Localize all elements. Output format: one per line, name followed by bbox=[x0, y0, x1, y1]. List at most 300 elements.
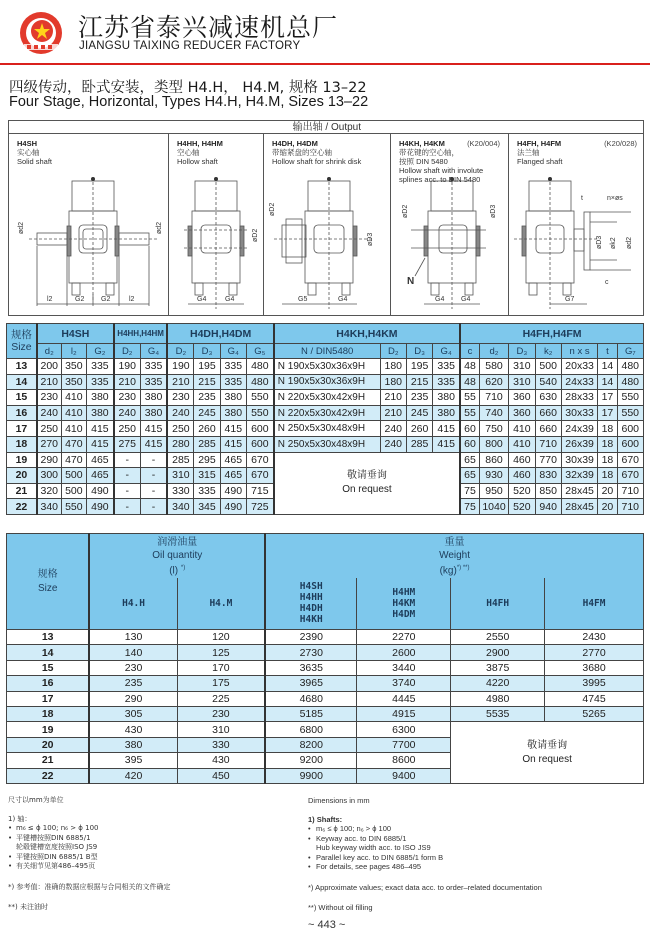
table-cell: 230 bbox=[167, 390, 193, 406]
table-cell: 195 bbox=[406, 359, 432, 375]
column-header-h4fh: G₇ bbox=[617, 344, 643, 359]
table-cell: 480 bbox=[617, 374, 643, 390]
table-cell: 3680 bbox=[545, 660, 644, 675]
panel-caption: H4HH, H4HM 空心轴 Hollow shaft bbox=[177, 139, 223, 166]
table-cell: 210 bbox=[167, 374, 193, 390]
table-cell: 710 bbox=[617, 483, 643, 499]
table-row bbox=[7, 645, 644, 660]
table-cell: 32x39 bbox=[561, 468, 597, 484]
output-shaft-diagrams bbox=[8, 120, 644, 316]
table-cell: 22 bbox=[7, 499, 37, 515]
table-cell: 600 bbox=[246, 421, 273, 437]
table-cell: 210 bbox=[114, 374, 140, 390]
table-cell: 24x33 bbox=[561, 374, 597, 390]
table-cell: 200 bbox=[37, 359, 61, 375]
table-cell: 490 bbox=[86, 483, 113, 499]
table-cell: 305 bbox=[89, 706, 177, 721]
table-cell: 280 bbox=[167, 436, 193, 452]
dim-label: øD2 bbox=[269, 202, 276, 216]
table-cell: 9900 bbox=[265, 768, 357, 783]
dim-label: n×øs bbox=[607, 195, 623, 202]
table-cell: N 220x5x30x42x9H bbox=[274, 390, 380, 406]
table-row bbox=[7, 390, 644, 406]
table-cell: 210 bbox=[380, 405, 406, 421]
table-cell: 350 bbox=[61, 374, 86, 390]
dimensions-table bbox=[6, 323, 644, 515]
table-cell: 410 bbox=[509, 421, 535, 437]
diagram-panel-h4hh bbox=[169, 134, 264, 316]
column-header-h4sh: d₂ bbox=[37, 344, 61, 359]
table-cell: 22 bbox=[7, 768, 90, 783]
table-cell: 800 bbox=[479, 436, 508, 452]
table-cell: 30x33 bbox=[561, 405, 597, 421]
company-name-cn: 江苏省泰兴减速机总厂 bbox=[78, 13, 339, 42]
table-cell: 15 bbox=[7, 390, 37, 406]
table-cell: 17 bbox=[598, 390, 617, 406]
table-cell: 9200 bbox=[265, 753, 357, 768]
table-cell: 260 bbox=[194, 421, 220, 437]
table-cell: N 190x5x30x36x9H bbox=[274, 359, 380, 375]
table-cell: 2770 bbox=[545, 645, 644, 660]
table-cell: 670 bbox=[617, 468, 643, 484]
table-cell: 240 bbox=[114, 405, 140, 421]
size-header: 规格 Size bbox=[7, 534, 90, 630]
table-cell: 670 bbox=[246, 452, 273, 468]
table-cell: 335 bbox=[194, 483, 220, 499]
table-cell: 3635 bbox=[265, 660, 357, 675]
table-cell: 415 bbox=[140, 436, 167, 452]
dim-label: c bbox=[605, 279, 609, 286]
column-header-h4fh: D₃ bbox=[509, 344, 535, 359]
table-cell: 950 bbox=[479, 483, 508, 499]
panel-caption: H4SH 实心轴 Solid shaft bbox=[17, 139, 53, 166]
table-cell: 345 bbox=[194, 499, 220, 515]
dim-label: ød2 bbox=[626, 236, 633, 249]
table-cell: 16 bbox=[7, 676, 90, 691]
group-header-h4dh: H4DH,H4DM bbox=[167, 324, 273, 344]
table-cell: 335 bbox=[220, 374, 246, 390]
table-cell: - bbox=[140, 452, 167, 468]
table-cell: 420 bbox=[89, 768, 177, 783]
table-cell: N 250x5x30x48x9H bbox=[274, 421, 380, 437]
table-cell: 18 bbox=[598, 452, 617, 468]
diagram-panel-h4kh bbox=[391, 134, 509, 316]
table-cell: 340 bbox=[167, 499, 193, 515]
column-header-h4kh: D₃ bbox=[406, 344, 432, 359]
dim-label: G4 bbox=[225, 296, 235, 303]
table-cell: 180 bbox=[380, 374, 406, 390]
table-cell: 260 bbox=[406, 421, 432, 437]
table-cell: 210 bbox=[37, 374, 61, 390]
table-row bbox=[7, 706, 644, 721]
weight-col-h4hm-group: H4HM H4KM H4DM bbox=[357, 578, 451, 630]
table-row bbox=[7, 630, 644, 645]
table-cell: 380 bbox=[140, 390, 167, 406]
table-cell: 410 bbox=[61, 390, 86, 406]
table-cell: 2430 bbox=[545, 630, 644, 645]
table-cell: 600 bbox=[617, 436, 643, 452]
table-cell: 6300 bbox=[357, 722, 451, 737]
table-cell: 275 bbox=[114, 436, 140, 452]
table-cell: N 250x5x30x48x9H bbox=[274, 436, 380, 452]
table-cell: 4220 bbox=[451, 676, 545, 691]
table-cell: 125 bbox=[177, 645, 265, 660]
table-cell: 465 bbox=[220, 468, 246, 484]
table-cell: 380 bbox=[89, 737, 177, 752]
table-cell: 380 bbox=[433, 390, 460, 406]
table-cell: 285 bbox=[406, 436, 432, 452]
table-cell: 360 bbox=[509, 405, 535, 421]
group-header-h4sh: H4SH bbox=[37, 324, 114, 344]
table-cell: 350 bbox=[61, 359, 86, 375]
table-cell: 520 bbox=[509, 499, 535, 515]
table-cell: 285 bbox=[194, 436, 220, 452]
table-cell: 14 bbox=[598, 359, 617, 375]
table-cell: 850 bbox=[535, 483, 561, 499]
table-cell: 26x39 bbox=[561, 436, 597, 452]
table-cell: 465 bbox=[86, 452, 113, 468]
column-header-h4dh: D₃ bbox=[194, 344, 220, 359]
table-cell: 670 bbox=[246, 468, 273, 484]
table-cell: 250 bbox=[167, 421, 193, 437]
dim-label: øD3 bbox=[490, 204, 497, 218]
table-cell: 230 bbox=[177, 706, 265, 721]
table-cell: 2390 bbox=[265, 630, 357, 645]
dim-label: G4 bbox=[461, 296, 471, 303]
table-cell: 335 bbox=[433, 359, 460, 375]
table-cell: 3965 bbox=[265, 676, 357, 691]
table-cell: 460 bbox=[509, 452, 535, 468]
table-cell: 18 bbox=[7, 706, 90, 721]
table-cell: 55 bbox=[460, 390, 479, 406]
table-cell: 30x39 bbox=[561, 452, 597, 468]
table-row bbox=[7, 722, 644, 737]
table-cell: 20 bbox=[598, 483, 617, 499]
table-cell: 410 bbox=[509, 436, 535, 452]
table-cell: 460 bbox=[509, 468, 535, 484]
table-cell: 4980 bbox=[451, 691, 545, 706]
table-row bbox=[7, 405, 644, 421]
table-cell: 230 bbox=[114, 390, 140, 406]
table-cell: 335 bbox=[140, 374, 167, 390]
table-cell: 480 bbox=[246, 359, 273, 375]
column-header-h4fh: t bbox=[598, 344, 617, 359]
table-cell: 7700 bbox=[357, 737, 451, 752]
table-cell: 2730 bbox=[265, 645, 357, 660]
table-cell: 380 bbox=[86, 390, 113, 406]
column-header-h4dh: D₂ bbox=[167, 344, 193, 359]
dim-label: øD3 bbox=[596, 235, 603, 249]
table-cell: 190 bbox=[167, 359, 193, 375]
dim-label: t bbox=[581, 195, 583, 202]
table-cell: 340 bbox=[37, 499, 61, 515]
table-cell: 580 bbox=[479, 359, 508, 375]
table-cell: 310 bbox=[177, 722, 265, 737]
drawing-ref: (K20/004) bbox=[467, 139, 500, 148]
table-cell: 5535 bbox=[451, 706, 545, 721]
table-cell: 470 bbox=[61, 436, 86, 452]
table-cell: 725 bbox=[246, 499, 273, 515]
table-cell: 120 bbox=[177, 630, 265, 645]
table-row bbox=[7, 660, 644, 675]
table-cell: - bbox=[140, 468, 167, 484]
spline-n-label: N bbox=[407, 276, 415, 287]
weight-col-h4fh: H4FH bbox=[451, 578, 545, 630]
table-row bbox=[7, 676, 644, 691]
table-cell: 490 bbox=[220, 483, 246, 499]
table-cell: 450 bbox=[177, 768, 265, 783]
table-cell: 28x45 bbox=[561, 499, 597, 515]
table-cell: 48 bbox=[460, 374, 479, 390]
diagram-panel-h4dh bbox=[264, 134, 391, 316]
panel-caption: H4FH, H4FM 法兰轴 Flanged shaft bbox=[517, 139, 563, 166]
table-cell: 310 bbox=[509, 359, 535, 375]
table-cell: 18 bbox=[598, 421, 617, 437]
table-cell: N 220x5x30x42x9H bbox=[274, 405, 380, 421]
dim-label: l2 bbox=[47, 296, 53, 303]
table-cell: 415 bbox=[140, 421, 167, 437]
table-cell: 3440 bbox=[357, 660, 451, 675]
table-cell: 395 bbox=[89, 753, 177, 768]
table-cell: 540 bbox=[535, 374, 561, 390]
table-cell: 380 bbox=[140, 405, 167, 421]
table-cell: 9400 bbox=[357, 768, 451, 783]
header-divider bbox=[0, 63, 650, 65]
weight-col-h4fm: H4FM bbox=[545, 578, 644, 630]
table-cell: 500 bbox=[61, 468, 86, 484]
table-cell: N 190x5x30x36x9H bbox=[274, 374, 380, 390]
table-cell: 335 bbox=[220, 359, 246, 375]
dim-label: G4 bbox=[435, 296, 445, 303]
dim-label: G5 bbox=[298, 296, 308, 303]
table-cell: 75 bbox=[460, 483, 479, 499]
table-cell: 16 bbox=[7, 405, 37, 421]
table-cell: 19 bbox=[7, 452, 37, 468]
table-cell: 17 bbox=[598, 405, 617, 421]
table-cell: 335 bbox=[86, 374, 113, 390]
table-cell: 1040 bbox=[479, 499, 508, 515]
table-cell: 415 bbox=[220, 421, 246, 437]
table-cell: 55 bbox=[460, 405, 479, 421]
table-cell: 660 bbox=[535, 421, 561, 437]
table-cell: 4915 bbox=[357, 706, 451, 721]
table-cell: 310 bbox=[167, 468, 193, 484]
table-cell: 28x33 bbox=[561, 390, 597, 406]
table-cell: 430 bbox=[177, 753, 265, 768]
table-cell: 710 bbox=[479, 390, 508, 406]
table-cell: 3995 bbox=[545, 676, 644, 691]
table-cell: 550 bbox=[617, 405, 643, 421]
table-cell: - bbox=[140, 499, 167, 515]
oil-col-h4h: H4.H bbox=[89, 578, 177, 630]
table-cell: 4745 bbox=[545, 691, 644, 706]
column-header-h4hh: G₄ bbox=[140, 344, 167, 359]
footnotes-en: Dimensions in mm 1) Shafts: • m₆ ≤ ϕ 100; n₆ > ϕ 100 • Keyway acc. to DIN 6885/1 Hub keyway width acc. to ISO JS9 • Parallel key acc. to DIN 6885/1 form B • For details, see pages 486–495 *) Approximate values; exact data acc. to order–related documentation **) Without oil filling bbox=[308, 796, 542, 913]
table-cell: 2550 bbox=[451, 630, 545, 645]
table-cell: 8200 bbox=[265, 737, 357, 752]
weight-col-h4sh-group: H4SH H4HH H4DH H4KH bbox=[265, 578, 357, 630]
table-cell: 18 bbox=[598, 436, 617, 452]
table-cell: 500 bbox=[535, 359, 561, 375]
table-cell: 550 bbox=[246, 405, 273, 421]
diagram-panel-h4fh bbox=[509, 134, 645, 316]
dim-label: G4 bbox=[197, 296, 207, 303]
table-cell: 620 bbox=[479, 374, 508, 390]
dim-label: G2 bbox=[75, 296, 85, 303]
table-cell: 2900 bbox=[451, 645, 545, 660]
table-cell: 60 bbox=[460, 436, 479, 452]
table-cell: 28x45 bbox=[561, 483, 597, 499]
table-cell: 18 bbox=[598, 468, 617, 484]
table-cell: 230 bbox=[89, 660, 177, 675]
table-cell: 140 bbox=[89, 645, 177, 660]
table-cell: 335 bbox=[433, 374, 460, 390]
table-cell: 380 bbox=[220, 405, 246, 421]
table-cell: 710 bbox=[535, 436, 561, 452]
on-request-cell: 敬请垂询 On request bbox=[274, 452, 460, 514]
table-cell: 3875 bbox=[451, 660, 545, 675]
oil-quantity-header: 润滑油量 Oil quantity (l) *) bbox=[89, 534, 265, 578]
column-header-h4dh: G₄ bbox=[220, 344, 246, 359]
column-header-h4fh: d₂ bbox=[479, 344, 508, 359]
table-cell: 740 bbox=[479, 405, 508, 421]
table-cell: 235 bbox=[194, 390, 220, 406]
dim-label: øk2 bbox=[610, 237, 617, 249]
table-cell: 235 bbox=[406, 390, 432, 406]
table-cell: 180 bbox=[380, 359, 406, 375]
table-cell: 300 bbox=[37, 468, 61, 484]
table-cell: 750 bbox=[479, 421, 508, 437]
table-cell: 430 bbox=[89, 722, 177, 737]
table-cell: 295 bbox=[194, 452, 220, 468]
table-cell: 15 bbox=[7, 660, 90, 675]
table-cell: 75 bbox=[460, 499, 479, 515]
column-header-h4kh: N / DIN5480 bbox=[274, 344, 380, 359]
footnotes-cn: 尺寸以mm为单位 1) 轴： • m₆ ≤ ϕ 100; n₆ > ϕ 100 • 平键槽按照DIN 6885/1 轮毂键槽宽度按照ISO JS9 • 平键按照DIN 6885/1 B型 • 有关细节见第486–495页 *) 参考值：准确的数据应根据与合同相关的文件确定 **) 未注油时 bbox=[8, 796, 170, 913]
table-cell: 19 bbox=[7, 722, 90, 737]
column-header-h4sh: l₂ bbox=[61, 344, 86, 359]
on-request-cell: 敬请垂询 On request bbox=[451, 722, 644, 784]
table-cell: 415 bbox=[86, 436, 113, 452]
table-cell: 335 bbox=[140, 359, 167, 375]
column-header-h4hh: D₂ bbox=[114, 344, 140, 359]
table-cell: 5185 bbox=[265, 706, 357, 721]
table-cell: 380 bbox=[220, 390, 246, 406]
table-cell: 190 bbox=[114, 359, 140, 375]
table-row bbox=[7, 359, 644, 375]
table-cell: 4680 bbox=[265, 691, 357, 706]
table-cell: 130 bbox=[89, 630, 177, 645]
dim-label: øD2 bbox=[252, 228, 259, 242]
table-cell: 240 bbox=[167, 405, 193, 421]
table-cell: 770 bbox=[535, 452, 561, 468]
table-cell: 18 bbox=[7, 436, 37, 452]
table-row bbox=[7, 374, 644, 390]
table-cell: 490 bbox=[86, 499, 113, 515]
table-cell: 380 bbox=[433, 405, 460, 421]
table-cell: 490 bbox=[220, 499, 246, 515]
column-header-h4sh: G₂ bbox=[86, 344, 113, 359]
table-cell: 335 bbox=[86, 359, 113, 375]
table-cell: 210 bbox=[380, 390, 406, 406]
table-cell: 380 bbox=[86, 405, 113, 421]
table-cell: 5265 bbox=[545, 706, 644, 721]
table-cell: 13 bbox=[7, 630, 90, 645]
table-cell: 415 bbox=[220, 436, 246, 452]
table-cell: - bbox=[114, 468, 140, 484]
table-cell: 245 bbox=[406, 405, 432, 421]
table-cell: 175 bbox=[177, 676, 265, 691]
table-cell: 13 bbox=[7, 359, 37, 375]
table-cell: 17 bbox=[7, 691, 90, 706]
dim-label: G4 bbox=[338, 296, 348, 303]
drawing-ref: (K20/028) bbox=[604, 139, 637, 148]
table-cell: 330 bbox=[167, 483, 193, 499]
oil-col-h4m: H4.M bbox=[177, 578, 265, 630]
table-cell: 930 bbox=[479, 468, 508, 484]
table-cell: 14 bbox=[7, 645, 90, 660]
table-row bbox=[7, 691, 644, 706]
table-cell: 860 bbox=[479, 452, 508, 468]
table-cell: 6800 bbox=[265, 722, 357, 737]
table-cell: 550 bbox=[617, 390, 643, 406]
panel-caption: H4KH, H4KM 带花键的空心轴， 按照 DIN 5480 Hollow shaft with involute splines acc. to DIN 5480 bbox=[399, 139, 484, 184]
table-row bbox=[7, 421, 644, 437]
page-header bbox=[0, 0, 650, 64]
table-cell: 360 bbox=[509, 390, 535, 406]
table-cell: 65 bbox=[460, 468, 479, 484]
table-cell: 715 bbox=[246, 483, 273, 499]
table-cell: 290 bbox=[89, 691, 177, 706]
table-cell: 285 bbox=[167, 452, 193, 468]
table-cell: 240 bbox=[380, 421, 406, 437]
table-cell: 630 bbox=[535, 390, 561, 406]
table-cell: 600 bbox=[246, 436, 273, 452]
page-number: ~ 443 ~ bbox=[308, 919, 346, 931]
column-header-h4fh: c bbox=[460, 344, 479, 359]
output-header: 输出轴 / Output bbox=[9, 121, 643, 134]
table-cell: 550 bbox=[246, 390, 273, 406]
table-cell: 830 bbox=[535, 468, 561, 484]
table-cell: 410 bbox=[61, 421, 86, 437]
table-cell: 670 bbox=[617, 452, 643, 468]
table-cell: 4445 bbox=[357, 691, 451, 706]
table-cell: 550 bbox=[61, 499, 86, 515]
table-cell: 225 bbox=[177, 691, 265, 706]
table-cell: 480 bbox=[246, 374, 273, 390]
table-cell: 245 bbox=[194, 405, 220, 421]
table-cell: - bbox=[114, 499, 140, 515]
table-cell: 20 bbox=[7, 737, 90, 752]
table-cell: 240 bbox=[380, 436, 406, 452]
column-header-h4kh: D₂ bbox=[380, 344, 406, 359]
table-cell: 600 bbox=[617, 421, 643, 437]
table-cell: 410 bbox=[61, 405, 86, 421]
diagram-panel-h4sh bbox=[9, 134, 169, 316]
column-header-h4dh: G₅ bbox=[246, 344, 273, 359]
oil-weight-table bbox=[6, 533, 644, 784]
company-name-en: JIANGSU TAIXING REDUCER FACTORY bbox=[79, 40, 301, 52]
table-cell: 940 bbox=[535, 499, 561, 515]
table-cell: 20 bbox=[598, 499, 617, 515]
table-cell: 24x39 bbox=[561, 421, 597, 437]
column-header-h4fh: n x s bbox=[561, 344, 597, 359]
table-cell: 710 bbox=[617, 499, 643, 515]
table-cell: 415 bbox=[86, 421, 113, 437]
size-header: 规格 Size bbox=[7, 324, 37, 359]
table-cell: 415 bbox=[433, 421, 460, 437]
table-cell: 500 bbox=[61, 483, 86, 499]
